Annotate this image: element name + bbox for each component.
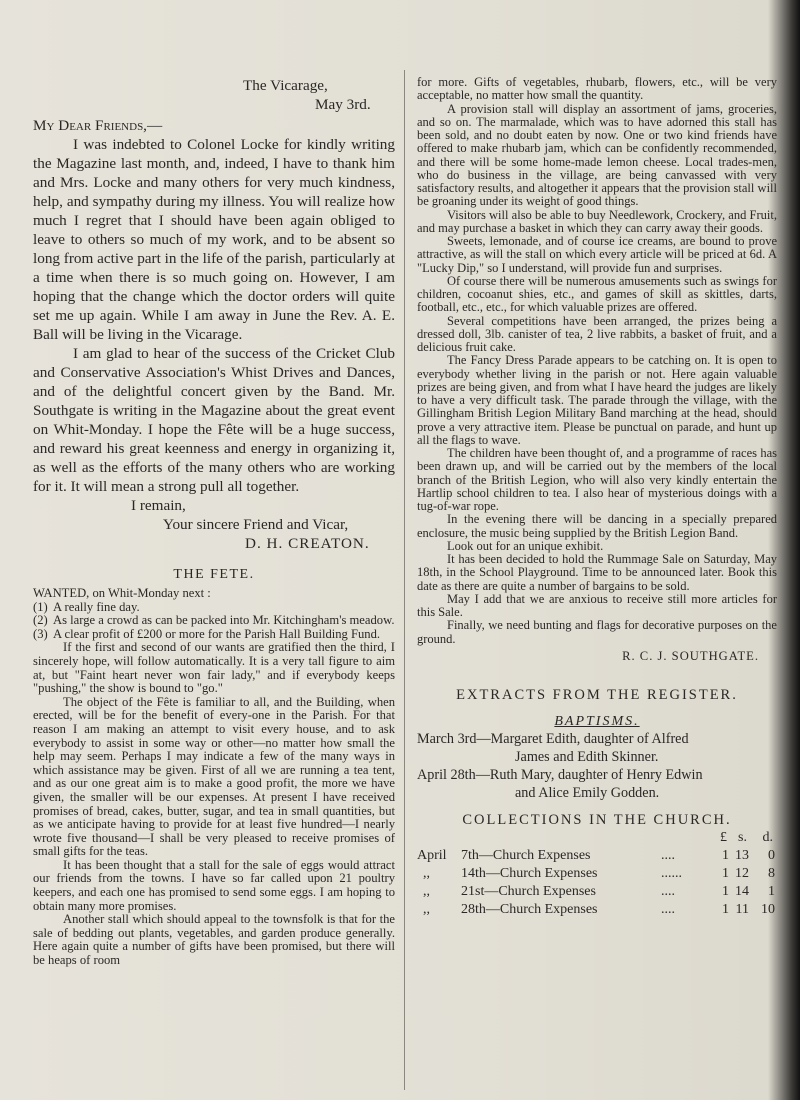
- collection-pence: 8: [768, 865, 775, 881]
- fete-paragraph: It has been thought that a stall for the sale of eggs would attract our friends from the towns. I have so far called upon 21 poultry keepers, and each one has promised to send some eggs. I am hoping to obtain many more promises.: [33, 857, 395, 913]
- fete-paragraph: Of course there will be numerous amusements such as swings for children, cocoanut shies, etc., and games of skill as skittles, darts, football, etc., etc., for which valuable prizes are offered.: [417, 273, 777, 315]
- fete-article: [33, 587, 395, 968]
- letter-closing: I remain,: [131, 497, 186, 514]
- right-column: [417, 76, 777, 919]
- pounds-header: £: [720, 829, 727, 845]
- collection-pounds: 1: [722, 865, 729, 881]
- collections-table: [417, 829, 777, 919]
- collection-row: [417, 883, 777, 901]
- register-entry-line: and Alice Emily Godden.: [515, 784, 660, 801]
- letter-paragraph: I was indebted to Colonel Locke for kindly writing the Magazine last month, and, indeed, I have to thank him and Mrs. Locke and many others for very much kindness, help, and sympathy during my illness. You will realize how much I regret that I should have been again obliged to leave to others so much of my work, and to be absent so long from active part in the life of the parish, particularly at a time when there is so much going on. However, I am hoping that the change which the doctor orders will quite set me up again. While I am away in June the Rev. A. E. Ball will be living in the Vicarage.: [33, 136, 395, 343]
- collection-month: April: [417, 847, 447, 863]
- collections-header-row: [417, 829, 777, 847]
- fete-paragraph: Visitors will also be able to buy Needlework, Crockery, and Fruit, and may purchase a basket in which they can carry away their goods.: [417, 207, 777, 235]
- fete-signature: R. C. J. SOUTHGATE.: [622, 648, 759, 663]
- collection-pence: 0: [768, 847, 775, 863]
- collection-dots: ....: [661, 901, 675, 917]
- register-entry-line: April 28th—Ruth Mary, daughter of Henry Edwin: [417, 766, 703, 783]
- collection-row: [417, 901, 777, 919]
- register-entry-line: James and Edith Skinner.: [515, 748, 659, 765]
- collection-month: ,,: [423, 865, 430, 881]
- collection-pounds: 1: [722, 847, 729, 863]
- fete-paragraph: If the first and second of our wants are gratified then the third, I sincerely hope, will follow automatically. It is a very tall figure to aim at, but "Faint heart never won fair lady," and if everybody keeps "pushing," the show is bound to "go.": [33, 640, 395, 696]
- column-divider: [404, 70, 405, 1090]
- collection-month: ,,: [423, 901, 430, 917]
- wanted-line: WANTED, on Whit-Monday next :: [33, 586, 211, 600]
- letter-date: May 3rd.: [315, 96, 371, 113]
- fete-paragraph: Finally, we need bunting and flags for decorative purposes on the ground.: [417, 618, 777, 646]
- collection-description: 21st—Church Expenses: [461, 883, 596, 899]
- register-title: EXTRACTS FROM THE REGISTER.: [456, 686, 738, 703]
- collection-description: 7th—Church Expenses: [461, 847, 591, 863]
- collection-pounds: 1: [722, 901, 729, 917]
- baptisms-heading: BAPTISMS.: [554, 713, 640, 729]
- collection-month: ,,: [423, 883, 430, 899]
- pence-header: d.: [762, 829, 773, 845]
- collection-row: [417, 847, 777, 865]
- wanted-item: [33, 601, 395, 615]
- wanted-item: [33, 628, 395, 642]
- fete-paragraph: Sweets, lemonade, and of course ice creams, are bound to prove attractive, as will the stall on which every article will be priced at 6d. A "Lucky Dip," so I understand, will provide fun and surprises.: [417, 234, 777, 275]
- wanted-item-number: (1): [33, 599, 48, 614]
- letter-closing: Your sincere Friend and Vicar,: [163, 516, 349, 533]
- collection-shillings: 13: [735, 847, 749, 863]
- collection-dots: ....: [661, 847, 675, 863]
- collection-row: [417, 865, 777, 883]
- vicar-letter: [33, 76, 395, 553]
- collection-dots: ....: [661, 883, 675, 899]
- fete-article-continued: [417, 76, 777, 663]
- letter-paragraph: I am glad to hear of the success of the Cricket Club and Conservative Association's Whist Drives and Dances, and of the delightful concert given by the Band. Mr. Southgate is writing in the Magazine about the great event on Whit-Monday. I hope the Fête will be a huge success, and reward his great keenness and energy in organizing it, as well as the efforts of the many others who are working for it. It will mean a strong pull all together.: [33, 345, 395, 495]
- wanted-item: [33, 614, 395, 628]
- register-entries: [417, 730, 777, 802]
- fete-paragraph: In the evening there will be dancing in a specially prepared enclosure, the music being supplied by the British Legion Band.: [417, 512, 777, 540]
- wanted-item-text: A really fine day.: [53, 599, 140, 614]
- wanted-item-number: (3): [33, 626, 48, 641]
- collection-description: 14th—Church Expenses: [461, 865, 598, 881]
- collection-shillings: 14: [735, 883, 749, 899]
- fete-paragraph: The Fancy Dress Parade appears to be catching on. It is open to everybody whether living in the parish or not. Here again valuable prizes are being given, and from what I have heard the judges are likely to have a very difficult task. The parade through the village, with the Gillingham British Legion Military Band marching at the head, should prove a very attractive item. Please be punctual on parade, and hunt up all the flags to wave.: [417, 353, 777, 447]
- letter-signature: D. H. CREATON.: [245, 535, 370, 552]
- fete-heading: THE FETE.: [173, 567, 255, 582]
- collection-pence: 10: [761, 901, 775, 917]
- register-entry-line: March 3rd—Margaret Edith, daughter of Alfred: [417, 730, 689, 747]
- collection-description: 28th—Church Expenses: [461, 901, 598, 917]
- fete-paragraph: Another stall which should appeal to the townsfolk is that for the sale of bedding out plants, vegetables, and garden produce generally. Here again quite a number of gifts have been promised, but there will be heaps of room: [33, 912, 395, 968]
- shillings-header: s.: [738, 829, 747, 845]
- fete-paragraph: The object of the Fête is familiar to all, and the Building, when erected, will be for the benefit of every-one in the Parish. For that reason I am making an attempt to visit every house, and to ask everybody to assist in some way or other—no matter how small the help may seem. Perhaps I may indicate a few of the many ways in which assistance may be given. First of all we are running a tea tent, and as our one great aim is to make a good profit, the more we have given, the smaller will be our expenses. At present I have received promises of bread, cakes, butter, sugar, and tea in small quantities, but as we anticipate having to provide for at least five hundred—I nearly wrote five thousand—I shall be very pleased to receive promises of small gifts for the teas.: [33, 694, 395, 859]
- fete-paragraph: The children have been thought of, and a programme of races has been drawn up, and will be carried out by the members of the local branch of the British Legion, who will also very kindly entertain the Hartlip school children to tea. I also hear of mysterious doings with a tug-of-war rope.: [417, 446, 777, 513]
- fete-paragraph: for more. Gifts of vegetables, rhubarb, flowers, etc., will be very acceptable, no matter how small the quantity.: [417, 75, 777, 103]
- collection-pence: 1: [768, 883, 775, 899]
- collection-dots: ......: [661, 865, 682, 881]
- wanted-item-text: As large a crowd as can be packed into Mr. Kitchingham's meadow.: [53, 613, 395, 628]
- letter-address: The Vicarage,: [243, 77, 328, 94]
- collection-shillings: 11: [735, 901, 749, 917]
- fete-paragraph: A provision stall will display an assortment of jams, groceries, and so on. The marmalade, which was to have adorned this stall has been sold, and no doubt eaten by now. One or two kind friends have offered to make rhubarb jam, which can be confidently recommended, and there will be some home-made lemon cheese. Local trades-men, who do business in the village, are being canvassed with very satisfactory results, and altogether it appears that the provision stall will be groaning under its weight of good things.: [417, 101, 777, 209]
- fete-paragraph: It has been decided to hold the Rummage Sale on Saturday, May 18th, in the School Playground. Time to be announced later. Book this date as there are quite a number of bargains to be sold.: [417, 552, 777, 593]
- collections-title: COLLECTIONS IN THE CHURCH.: [462, 811, 732, 828]
- collection-shillings: 12: [735, 865, 749, 881]
- wanted-item-text: A clear profit of £200 or more for the Parish Hall Building Fund.: [53, 626, 381, 641]
- letter-salutation: My Dear Friends,—: [33, 117, 163, 134]
- fete-paragraph: May I add that we are anxious to receive still more articles for this Sale.: [417, 591, 777, 619]
- collection-pounds: 1: [722, 883, 729, 899]
- wanted-item-number: (2): [33, 613, 48, 628]
- fete-paragraph: Several competitions have been arranged, the prizes being a dressed doll, 3lb. canister of tea, 2 live rabbits, a basket of fruit, and a delicious fruit cake.: [417, 313, 777, 354]
- fete-paragraph: Look out for an unique exhibit.: [447, 538, 604, 553]
- left-column: [33, 76, 395, 968]
